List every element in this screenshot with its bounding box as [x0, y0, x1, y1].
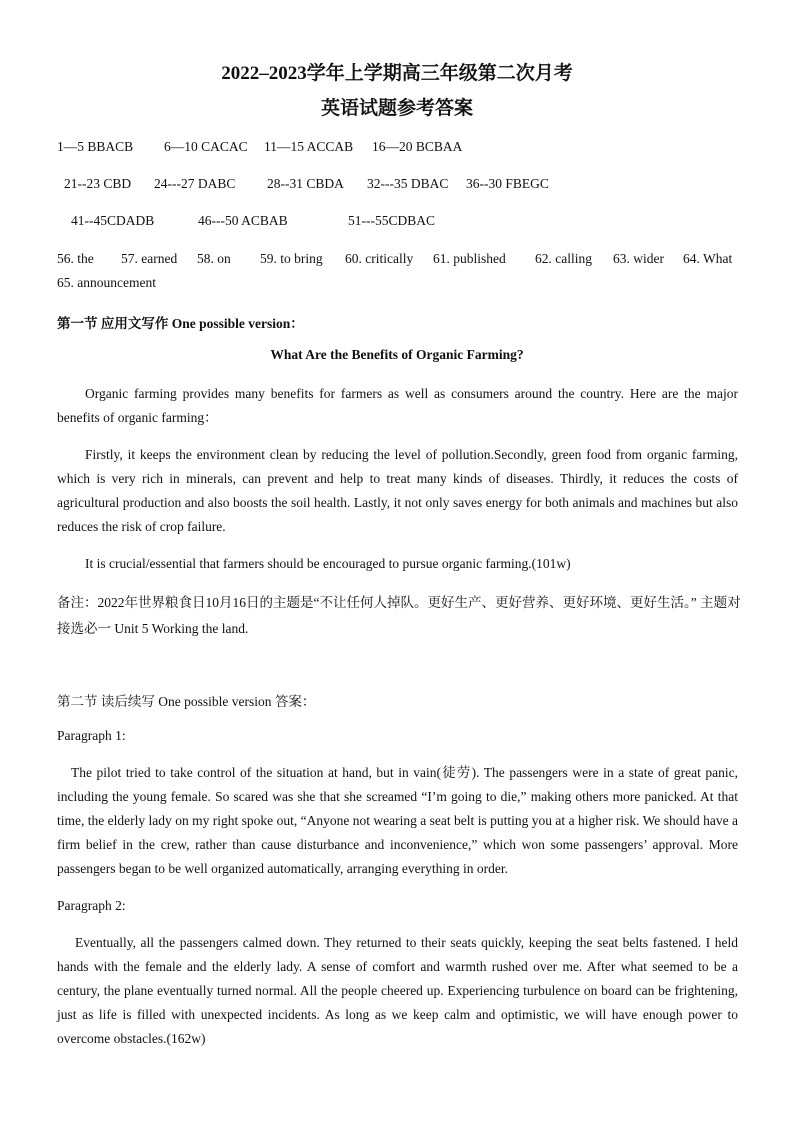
answer-group: 24---27 DABC	[154, 176, 236, 191]
cloze-answer: 59. to bring	[260, 251, 323, 266]
cloze-answer: 57. earned	[121, 251, 178, 266]
answer-group: 32---35 DBAC	[367, 176, 449, 191]
essay-paragraph: Organic farming provides many benefits for farmers as well as consumers around the country. Here are the major benefits of organic farming：	[57, 386, 738, 425]
cloze-answer: 63. wider	[613, 251, 664, 266]
paragraph-label: Paragraph 2:	[57, 898, 126, 913]
section2-heading: 第二节 读后续写 One possible version 答案：	[57, 694, 316, 709]
answer-group: 28--31 CBDA	[267, 176, 344, 191]
cloze-answer: 60. critically	[345, 251, 414, 266]
note: 备注：2022年世界粮食日10月16日的主题是“不让任何人掉队。更好生产、更好营养、更好环境、更好生活。” 主题对接选必一 Unit 5 Working the land.	[57, 595, 741, 636]
essay-paragraph: Firstly, it keeps the environment clean by reducing the level of pollution.Secondly, green food from organic farming, which is very rich in minerals, can prevent and help to treat many kinds of diseases. Thirdly, it reduces the costs of agricultural production and also boosts the soil health. Lastly, it not only saves energy for both animals and machines but also reduces the risk of crop failure.	[57, 447, 738, 534]
paragraph-label: Paragraph 1:	[57, 728, 126, 743]
continuation-paragraph: The pilot tried to take control of the situation at hand, but in vain(徒劳). The passengers were in a state of great panic, including the young female. So scared was she that she screamed “I’m going to die,” making others more panicked. At that time, the elderly lady on my right spoke out, “Anyone not wearing a seat belt is putting you at a higher risk. We should have a firm belief in the crew, rather than cause disturbance and inconvenience,” which won some passengers’ approval. More passengers began to be well organized automatically, arranging everything in order.	[57, 765, 738, 876]
answer-group: 6—10 CACAC	[164, 139, 248, 154]
cloze-answer: 61. published	[433, 251, 506, 266]
answer-group: 1—5 BBACB	[57, 139, 134, 154]
cloze-answer: 56. the	[57, 251, 94, 266]
essay-paragraph: It is crucial/essential that farmers should be encouraged to pursue organic farming.(101w)	[85, 556, 571, 571]
cloze-answer: 62. calling	[535, 251, 592, 266]
cloze-answer: 65. announcement	[57, 275, 156, 290]
essay-title: What Are the Benefits of Organic Farming?	[270, 347, 524, 362]
section1-heading: 第一节 应用文写作 One possible version：	[57, 316, 304, 331]
page-subtitle: 英语试题参考答案	[320, 98, 473, 119]
continuation-paragraph: Eventually, all the passengers calmed down. They returned to their seats quickly, keeping the seat belts fastened. I held hands with the female and the elderly lady. A sense of comfort and warmth rushed over me. After what seemed to be a century, the plane eventually turned normal. All the people cheered up. Experiencing turbulence on board can be frightening, just as life is filled with unexpected incidents. As long as we keep calm and optimistic, we will have enough power to overcome obstacles.(162w)	[57, 935, 738, 1046]
answer-group: 16—20 BCBAA	[372, 139, 463, 154]
answer-group: 41--45CDADB	[71, 213, 155, 228]
answer-group: 51---55CDBAC	[348, 213, 435, 228]
answer-group: 21--23 CBD	[64, 176, 132, 191]
cloze-answer: 64. What	[683, 251, 733, 266]
cloze-answer: 58. on	[197, 251, 231, 266]
answer-group: 36--30 FBEGC	[466, 176, 549, 191]
answer-group: 11—15 ACCAB	[264, 139, 354, 154]
answer-group: 46---50 ACBAB	[198, 213, 288, 228]
page-title: 2022–2023学年上学期高三年级第二次月考	[221, 63, 573, 84]
